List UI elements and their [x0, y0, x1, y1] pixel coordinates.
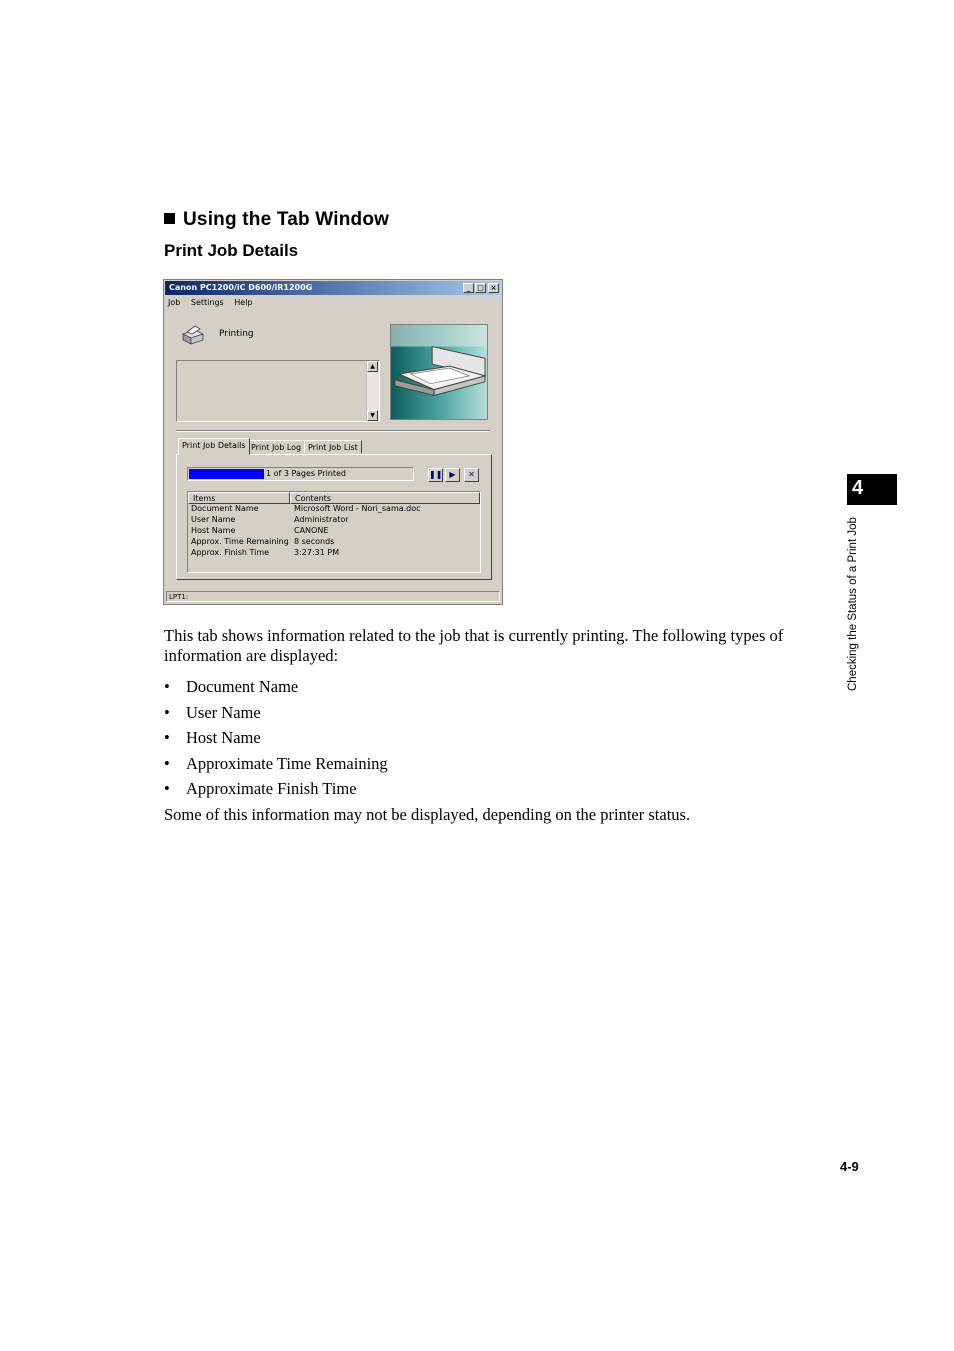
printer-illustration: [390, 324, 488, 420]
maximize-button[interactable]: □: [475, 283, 486, 293]
tab-panel: [176, 454, 492, 580]
column-header-items[interactable]: Items: [188, 492, 290, 504]
tab-print-job-list[interactable]: Print Job List: [304, 440, 362, 454]
list-item-text: User Name: [186, 702, 261, 722]
minimize-button[interactable]: _: [463, 283, 474, 293]
progress-text: 1 of 3 Pages Printed: [266, 469, 346, 478]
row-item: Host Name: [191, 526, 236, 535]
row-content: Microsoft Word - Nori_sama.doc: [294, 504, 421, 513]
chapter-tab: 4: [847, 474, 897, 505]
message-box: [176, 360, 380, 422]
square-bullet-icon: [164, 213, 175, 224]
cancel-job-button[interactable]: ✕: [464, 468, 479, 482]
row-item: User Name: [191, 515, 236, 524]
resume-button[interactable]: ▶: [445, 468, 460, 482]
scroll-up-icon[interactable]: ▲: [367, 361, 378, 372]
separator: [176, 430, 490, 432]
row-item: Approx. Time Remaining: [191, 537, 289, 546]
printing-status: Printing: [219, 329, 254, 339]
row-content: CANONE: [294, 526, 329, 535]
close-button[interactable]: ×: [488, 283, 499, 293]
list-item: [164, 778, 388, 804]
list-item: [164, 676, 388, 702]
page-number: 4-9: [840, 1159, 859, 1174]
job-details-list: [187, 491, 481, 573]
scroll-down-icon[interactable]: ▼: [367, 410, 378, 421]
tab-print-job-details[interactable]: Print Job Details: [178, 438, 250, 455]
row-content: 3:27:31 PM: [294, 548, 340, 557]
section-heading: [164, 209, 389, 231]
column-header-contents[interactable]: Contents: [290, 492, 480, 504]
list-item-text: Approximate Finish Time: [186, 779, 357, 799]
list-item-text: Approximate Time Remaining: [186, 753, 388, 773]
intro-paragraph: This tab shows information related to the job that is currently printing. The following types of information are displayed:: [164, 626, 784, 665]
row-item: Document Name: [191, 504, 259, 513]
row-item: Approx. Finish Time: [191, 548, 270, 557]
pause-button[interactable]: ❚❚: [428, 468, 443, 482]
menu-job[interactable]: Job: [168, 298, 181, 307]
title-bar: [165, 281, 501, 295]
bullet-icon: •: [164, 753, 170, 773]
window-title: Canon PC1200/iC D600/iR1200G: [169, 283, 313, 292]
progress-bar: [187, 467, 414, 481]
tab-print-job-log[interactable]: Print Job Log: [247, 440, 305, 454]
row-content: 8 seconds: [294, 537, 335, 546]
sub-heading: Print Job Details: [164, 241, 299, 260]
list-item-text: Host Name: [186, 728, 261, 748]
menu-settings[interactable]: Settings: [190, 298, 224, 307]
bullet-icon: •: [164, 728, 170, 748]
chapter-side-title: Checking the Status of a Print Job: [847, 517, 859, 691]
list-item: [164, 702, 388, 728]
bullet-icon: •: [164, 779, 170, 799]
list-item: [164, 753, 388, 779]
bullet-icon: •: [164, 677, 170, 696]
status-bar: LPT1:: [166, 591, 500, 602]
note-paragraph: Some of this information may not be displayed, depending on the printer status.: [164, 805, 691, 824]
progress-fill: [189, 469, 264, 479]
list-item-text: Document Name: [186, 677, 299, 696]
menu-bar: [168, 297, 261, 309]
row-content: Administrator: [294, 515, 349, 524]
printer-status-window: [163, 279, 503, 605]
section-heading-text: Using the Tab Window: [183, 209, 390, 230]
bullet-icon: •: [164, 702, 170, 722]
menu-help[interactable]: Help: [234, 298, 253, 307]
scrollbar[interactable]: [366, 361, 379, 421]
info-type-list: [164, 676, 388, 804]
printer-icon: [181, 324, 205, 346]
list-item: [164, 727, 388, 753]
